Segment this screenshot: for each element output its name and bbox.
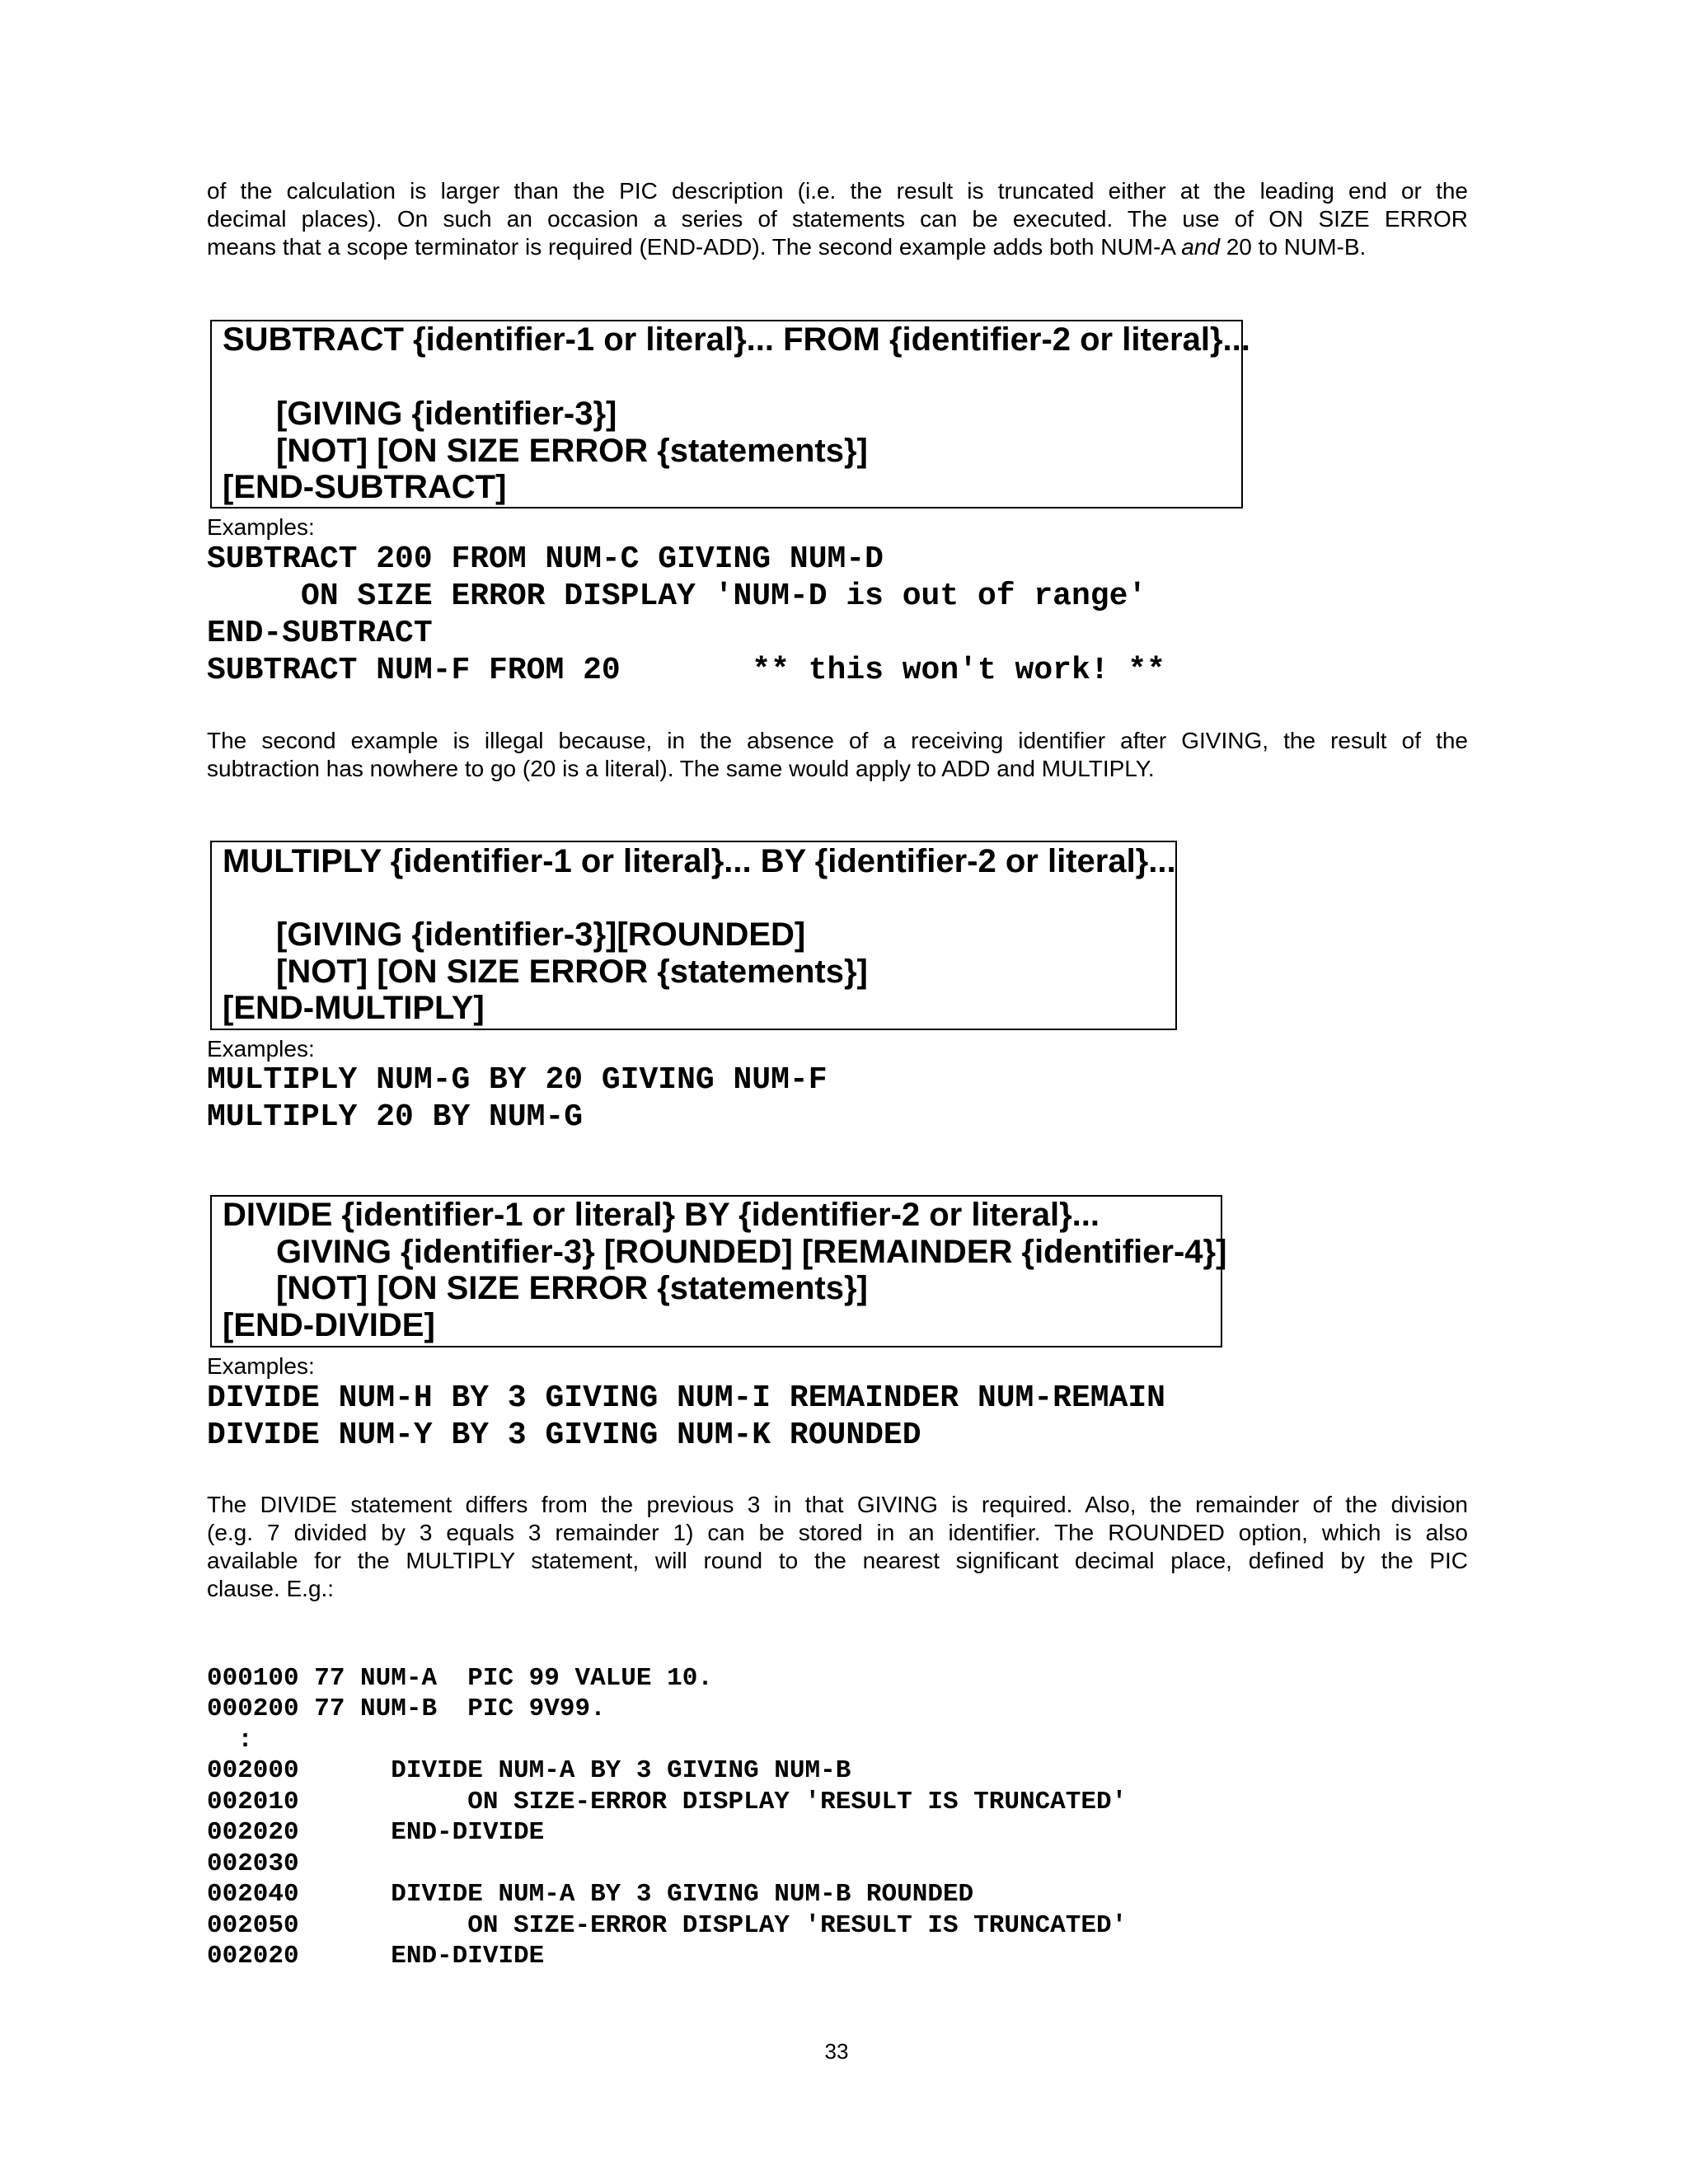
subtract-code-line: ON SIZE ERROR DISPLAY 'NUM-D is out of range': [207, 579, 1147, 614]
intro-line: of the calculation is larger than the PIC description (i.e. the result is truncated either at the leading end or the: [207, 178, 1468, 204]
subtract-syntax-line: SUBTRACT {identifier-1 or literal}... FROM {identifier-2 or literal}...: [223, 321, 1250, 358]
intro-line: decimal places). On such an occasion a series of statements can be executed. The use of ON SIZE ERROR: [207, 206, 1468, 232]
subtract-syntax-line: [GIVING {identifier-3}]: [276, 396, 617, 432]
listing-line: :: [207, 1726, 253, 1755]
divide-note-paragraph: [207, 1491, 1468, 1603]
divide-syntax-line: GIVING {identifier-3} [ROUNDED] [REMAINDER {identifier-4}]: [276, 1234, 1227, 1270]
multiply-code-line: MULTIPLY NUM-G BY 20 GIVING NUM-F: [207, 1062, 828, 1098]
listing-line: 000200 77 NUM-B PIC 9V99.: [207, 1694, 606, 1723]
divide-code-line: DIVIDE NUM-Y BY 3 GIVING NUM-K ROUNDED: [207, 1418, 921, 1453]
subtract-code-line: SUBTRACT NUM-F FROM 20 ** this won't work! **: [207, 653, 1165, 688]
listing-line: 002010 ON SIZE-ERROR DISPLAY 'RESULT IS TRUNCATED': [207, 1788, 1128, 1816]
listing-line: 002040 DIVIDE NUM-A BY 3 GIVING NUM-B ROUNDED: [207, 1880, 974, 1909]
divide-examples-label: Examples:: [207, 1353, 315, 1379]
multiply-syntax-line: [GIVING {identifier-3}][ROUNDED]: [276, 916, 806, 953]
subtract-note-line: The second example is illegal because, in the absence of a receiving identifier after GIVING, the result of the: [207, 728, 1468, 753]
divide-note-line: (e.g. 7 divided by 3 equals 3 remainder 1) can be stored in an identifier. The ROUNDED option, which is also: [207, 1520, 1468, 1545]
multiply-syntax-line: [END-MULTIPLY]: [223, 990, 485, 1026]
listing-line: 002000 DIVIDE NUM-A BY 3 GIVING NUM-B: [207, 1756, 851, 1785]
listing-line: 000100 77 NUM-A PIC 99 VALUE 10.: [207, 1664, 713, 1693]
multiply-syntax-line: [NOT] [ON SIZE ERROR {statements}]: [276, 954, 868, 990]
subtract-note-line: subtraction has nowhere to go (20 is a literal). The same would apply to ADD and MULTIPLY.: [207, 756, 1155, 781]
subtract-code-line: SUBTRACT 200 FROM NUM-C GIVING NUM-D: [207, 541, 884, 577]
subtract-syntax-line: [END-SUBTRACT]: [223, 469, 507, 505]
intro-line-text: means that a scope terminator is required (END-ADD). The second example adds both NUM-A: [207, 234, 1175, 260]
listing-line: 002030: [207, 1849, 299, 1878]
multiply-syntax-line: MULTIPLY {identifier-1 or literal}... BY {identifier-2 or literal}...: [223, 843, 1176, 879]
subtract-code-line: END-SUBTRACT: [207, 616, 433, 651]
intro-line-tail: 20 to NUM-B.: [1226, 234, 1367, 260]
multiply-code-line: MULTIPLY 20 BY NUM-G: [207, 1099, 584, 1135]
subtract-note-paragraph: [207, 727, 1468, 783]
subtract-examples-label: Examples:: [207, 514, 315, 540]
page-number: 33: [824, 2039, 849, 2064]
intro-paragraph: [207, 177, 1468, 261]
listing-line: 002020 END-DIVIDE: [207, 1942, 545, 1971]
divide-syntax-line: [NOT] [ON SIZE ERROR {statements}]: [276, 1270, 868, 1306]
divide-note-line: available for the MULTIPLY statement, will round to the nearest significant decimal place, defined by the PIC: [207, 1548, 1468, 1573]
divide-note-line: clause. E.g.:: [207, 1576, 335, 1601]
intro-line: [207, 233, 1468, 261]
divide-syntax-line: [END-DIVIDE]: [223, 1307, 435, 1343]
subtract-syntax-line: [NOT] [ON SIZE ERROR {statements}]: [276, 433, 868, 469]
intro-emphasis: and: [1181, 234, 1220, 260]
divide-syntax-line: DIVIDE {identifier-1 or literal} BY {identifier-2 or literal}...: [223, 1197, 1100, 1233]
divide-note-line: The DIVIDE statement differs from the previous 3 in that GIVING is required. Also, the remainder of the division: [207, 1492, 1468, 1517]
listing-line: 002020 END-DIVIDE: [207, 1818, 545, 1847]
listing-line: 002050 ON SIZE-ERROR DISPLAY 'RESULT IS TRUNCATED': [207, 1911, 1128, 1940]
multiply-examples-label: Examples:: [207, 1036, 315, 1062]
divide-code-line: DIVIDE NUM-H BY 3 GIVING NUM-I REMAINDER NUM-REMAIN: [207, 1380, 1165, 1416]
